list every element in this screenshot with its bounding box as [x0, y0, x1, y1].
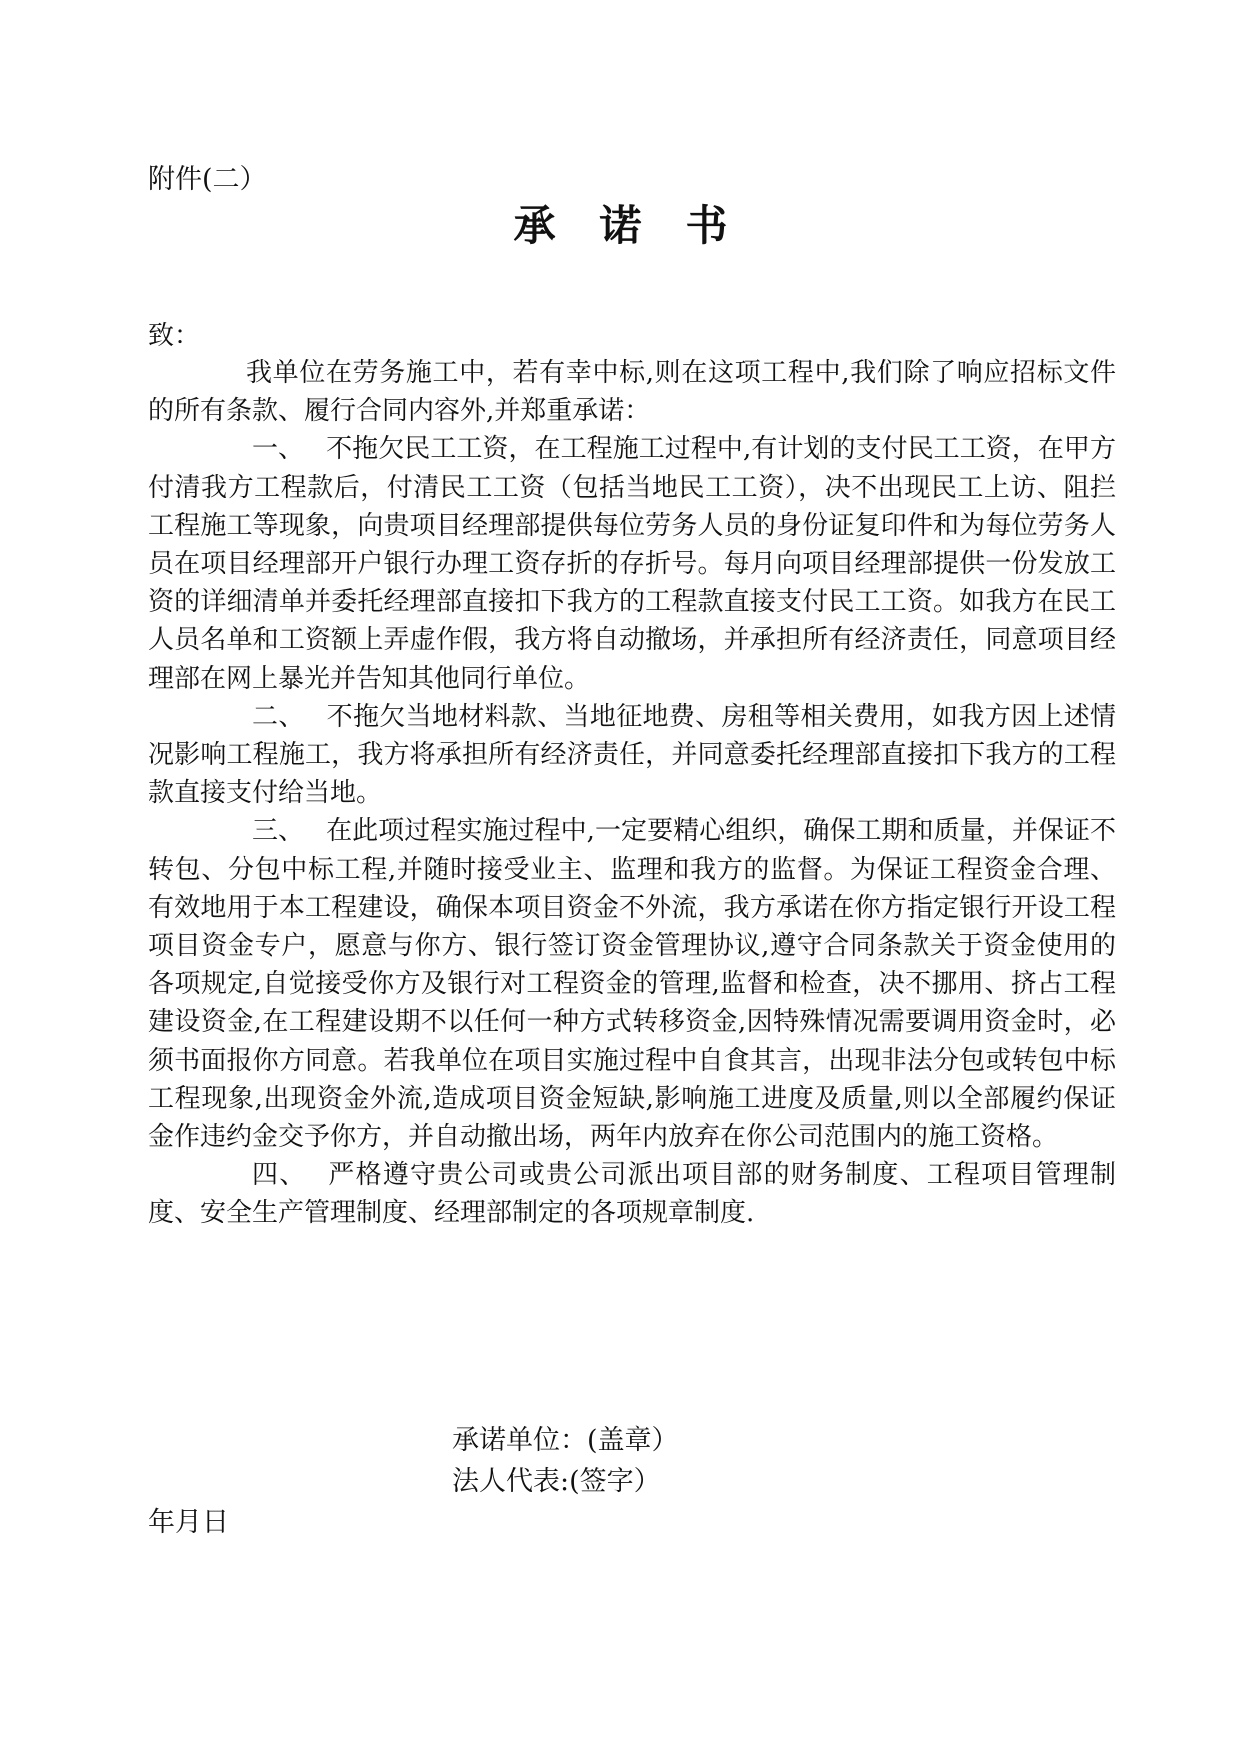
signature-representative-label: 法人代表:(签字） — [452, 1466, 661, 1497]
attachment-label: 附件(二） — [148, 164, 267, 195]
commitment-item-2 — [148, 698, 1116, 813]
signature-unit-label: 承诺单位：(盖章） — [452, 1425, 679, 1456]
item-text: 在此项过程实施过程中,一定要精心组织，确保工期和质量，并保证不转包、分包中标工程,并随时接受业主、监理和我方的监督。为保证工程资金合理、有效地用于本工程建设，确保本项目资金不外流，我方承诺在你方指定银行开设工程项目资金专户，愿意与你方、银行签订资金管理协议,遵守合同条款关于资金使用的各项规定,自觉接受你方及银行对工程资金的管理,监督和检查，决不挪用、挤占工程建设资金,在工程建设期不以任何一种方式转移资金,因特殊情况需要调用资金时，必须书面报你方同意。若我单位在项目实施过程中自食其言，出现非法分包或转包中标工程现象,出现资金外流,造成项目资金短缺,影响施工进度及质量,则以全部履约保证金作违约金交予你方，并自动撤出场，两年内放弃在你公司范围内的施工资格。 — [148, 816, 1116, 1153]
date-label: 年月日 — [148, 1507, 229, 1538]
document-title: 承诺书 — [513, 201, 772, 250]
commitment-item-3 — [148, 812, 1116, 1156]
item-number: 一、 — [252, 434, 305, 465]
intro-paragraph: 我单位在劳务施工中，若有幸中标,则在这项工程中,我们除了响应招标文件的所有条款、履行合同内容外,并郑重承诺： — [148, 358, 1116, 427]
item-number: 四、 — [252, 1160, 307, 1191]
commitment-body — [148, 354, 1116, 1233]
item-text: 严格遵守贵公司或贵公司派出项目部的财务制度、工程项目管理制度、安全生产管理制度、经理部制定的各项规章制度. — [148, 1160, 1116, 1229]
commitment-item-4 — [148, 1156, 1116, 1232]
commitment-item-1 — [148, 430, 1116, 697]
item-number: 二、 — [252, 701, 305, 732]
item-text: 不拖欠民工工资，在工程施工过程中,有计划的支付民工工资，在甲方付清我方工程款后，付清民工工资（包括当地民工工资），决不出现民工上访、阻拦工程施工等现象，向贵项目经理部提供每位劳务人员的身份证复印件和为每位劳务人员在项目经理部开户银行办理工资存折的存折号。每月向项目经理部提供一份发放工资的详细清单并委托经理部直接扣下我方的工程款直接支付民工工资。如我方在民工人员名单和工资额上弄虚作假，我方将自动撤场，并承担所有经济责任，同意项目经理部在网上暴光并告知其他同行单位。 — [148, 434, 1116, 694]
item-number: 三、 — [252, 816, 305, 847]
item-text: 不拖欠当地材料款、当地征地费、房租等相关费用，如我方因上述情况影响工程施工，我方将承担所有经济责任，并同意委托经理部直接扣下我方的工程款直接支付给当地。 — [148, 701, 1116, 809]
salutation: 致： — [148, 321, 201, 351]
